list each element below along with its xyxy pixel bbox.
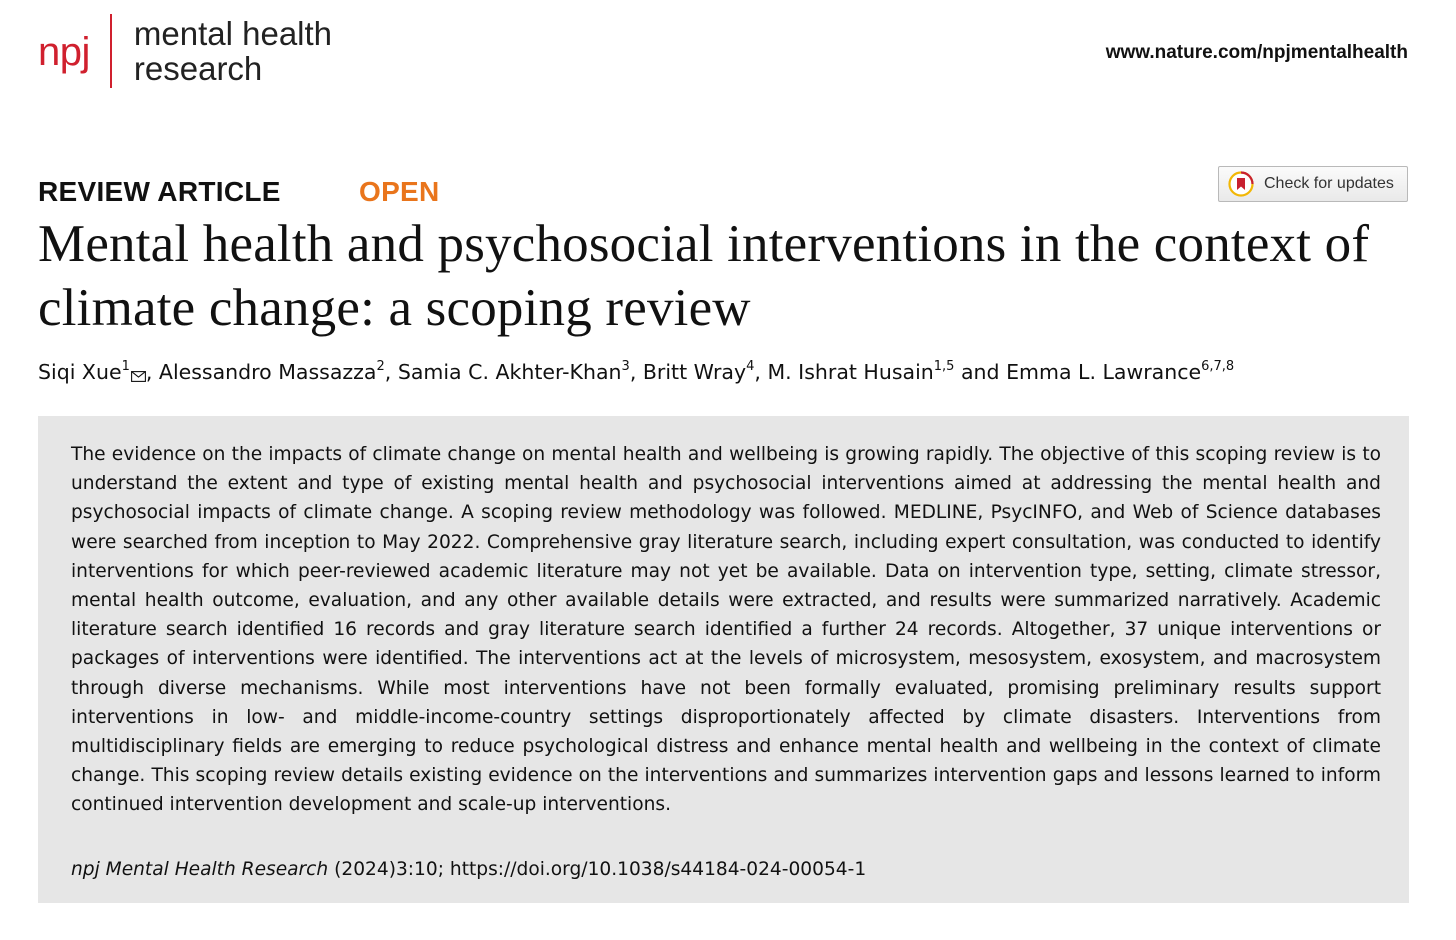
crossmark-icon xyxy=(1228,171,1254,197)
logo-divider xyxy=(110,14,112,88)
author-name[interactable]: Emma L. Lawrance xyxy=(1006,360,1202,384)
email-envelope-icon[interactable] xyxy=(131,359,146,391)
author-name[interactable]: M. Ishrat Husain xyxy=(767,360,934,384)
citation-separator: ; xyxy=(437,859,450,880)
citation-journal: npj Mental Health Research xyxy=(71,859,329,880)
abstract-panel xyxy=(38,416,1409,903)
check-for-updates-label: Check for updates xyxy=(1264,175,1394,192)
citation-line xyxy=(71,859,866,880)
abstract-text: The evidence on the impacts of climate change on mental health and wellbeing is growing rapidly. The objective of this scoping review is to understand the extent and type of existing mental health and psychosocial interventions aimed at addressing the mental health and psychosocial impacts of climate change. A scoping review methodology was followed. MEDLINE, PsycINFO, and Web of Science databases were searched from inception to May 2022. Comprehensive gray literature search, including expert consultation, was conducted to identify interventions for which peer-reviewed academic literature may not yet be available. Data on intervention type, setting, climate stressor, mental health outcome, evaluation, and any other available details were extracted, and results were summarized narratively. Academic literature search identified 16 records and gray literature search identified a further 24 records. Altogether, 37 unique interventions or packages of interventions were identified. The interventions act at the levels of microsystem, mesosystem, exosystem, and macrosystem through diverse mechanisms. While most interventions have not been formally evaluated, promising preliminary results support interventions in low- and middle-income-country settings disproportionately affected by climate disasters. Interventions from multidisciplinary fields are emerging to reduce psychological distress and enhance mental health and wellbeing in the context of climate change. This scoping review details existing evidence on the interventions and summarizes intervention gaps and lessons learned to inform continued intervention development and scale-up interventions. xyxy=(71,444,1381,816)
open-access-badge: OPEN xyxy=(359,176,440,207)
journal-logo[interactable] xyxy=(38,14,332,88)
citation-volume: (2024)3:10 xyxy=(334,859,438,880)
author-name[interactable]: Alessandro Massazza xyxy=(158,360,377,384)
author-list xyxy=(38,356,1234,388)
author-affiliation: 1 xyxy=(121,359,130,374)
check-for-updates-button[interactable] xyxy=(1218,166,1408,202)
author-separator: and xyxy=(954,360,1007,384)
author-name[interactable]: Britt Wray xyxy=(642,360,747,384)
doi-link[interactable]: https://doi.org/10.1038/s44184-024-00054-1 xyxy=(449,859,867,880)
journal-website-link[interactable]: www.nature.com/npjmentalhealth xyxy=(1105,42,1408,63)
author-name[interactable]: Siqi Xue xyxy=(38,360,122,384)
author-affiliation: 3 xyxy=(621,359,630,374)
author-separator: , xyxy=(754,360,768,384)
author-affiliation: 1,5 xyxy=(933,359,955,374)
npj-logo-text: npj xyxy=(38,30,90,74)
author-separator: , xyxy=(145,360,159,384)
author-separator: , xyxy=(629,360,643,384)
journal-name: mental health research xyxy=(133,15,333,87)
author-separator: , xyxy=(384,360,398,384)
author-affiliation: 4 xyxy=(746,359,755,374)
author-affiliation: 2 xyxy=(376,359,385,374)
author-name[interactable]: Samia C. Akhter-Khan xyxy=(397,360,622,384)
author-affiliation: 6,7,8 xyxy=(1201,359,1235,374)
article-type-label: REVIEW ARTICLE xyxy=(38,176,281,207)
article-title: Mental health and psychosocial interventions in the context of climate change: a scoping review xyxy=(38,215,1370,337)
